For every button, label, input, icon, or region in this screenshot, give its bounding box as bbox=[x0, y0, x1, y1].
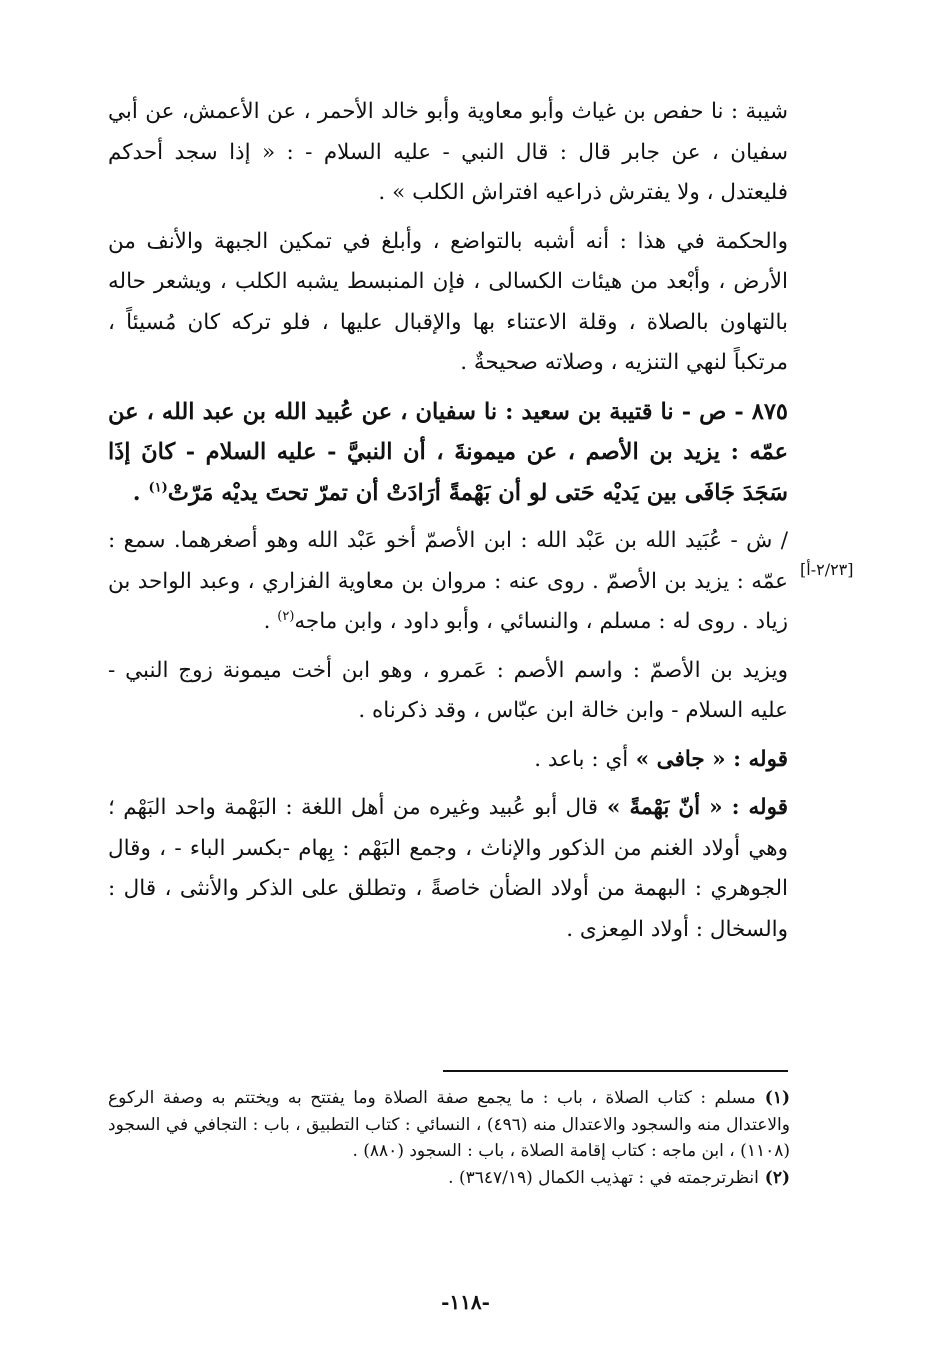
paragraph-sharh-narrator bbox=[108, 521, 788, 643]
paragraph-tail: . bbox=[263, 609, 278, 634]
main-text bbox=[108, 92, 788, 958]
paragraph-lead: قوله : « أنّ بَهْمةً » bbox=[598, 795, 788, 820]
paragraph-yazid bbox=[108, 651, 788, 732]
hadith-tail: . bbox=[132, 479, 149, 506]
paragraph-lead: قوله : « جافى » bbox=[628, 746, 788, 772]
footnote-separator bbox=[443, 1070, 788, 1072]
paragraph-text: / ش - عُبَيد الله بن عَبْد الله : ابن الأصمّ أخو عَبْد الله وهو أصغرهما. سمع : عمّه : يزيد بن الأصمّ . روى عنه : مروان بن معاوية الفزاري ، وعبد الواحد بن زياد . روى له : مسلم ، والنسائي ، وأبو داود ، وابن ماجه bbox=[108, 528, 788, 634]
paragraph-jafa bbox=[108, 740, 788, 781]
hadith-text: ٨٧٥ - ص - نا قتيبة بن سعيد : نا سفيان ، عن عُبيد الله بن عبد الله ، عن عمّه : يزيد بن الأصم ، عن ميمونةَ ، أن النبيَّ - عليه السلام - كانَ إذَا سَجَدَ جَافَى بين يَديْه حَتى لو أن بَهْمةً أرَادَتْ أن تمرّ تحتَ يديْه مَرّتْ bbox=[108, 398, 788, 506]
margin-reference: [٢/٢٣-أ] bbox=[800, 560, 854, 579]
paragraph-bahma bbox=[108, 788, 788, 950]
footnote-text: انظرترجمته في : تهذيب الكمال (٣٦٤٧/١٩) . bbox=[448, 1167, 759, 1188]
page-number: -١١٨- bbox=[441, 1290, 490, 1314]
footnotes bbox=[108, 1085, 790, 1191]
footnote-ref-2[interactable]: (٢) bbox=[277, 608, 295, 624]
paragraph-text: ويزيد بن الأصمّ : واسم الأصم : عَمرو ، وهو ابن أخت ميمونة زوج النبي - عليه السلام - وابن خالة ابن عبّاس ، وقد ذكرناه . bbox=[108, 657, 788, 723]
footnote-marker: (٢) bbox=[758, 1167, 790, 1188]
footnote-1 bbox=[108, 1085, 790, 1165]
hadith-875 bbox=[108, 392, 788, 514]
paragraph-text: والحكمة في هذا : أنه أشبه بالتواضع ، وأبلغ في تمكين الجبهة والأنف من الأرض ، وأبْعد من هيئات الكسالى ، فإن المنبسط يشبه الكلب ، ويشعر حاله بالتهاون بالصلاة ، وقلة الاعتناء بها والإقبال عليها ، فلو تركه كان مُسيئاً ، مرتكباً لنهي التنزيه ، وصلاته صحيحةٌ . bbox=[108, 228, 788, 375]
paragraph-text: شيبة : نا حفص بن غياث وأبو معاوية وأبو خالد الأحمر ، عن الأعمش، عن أبي سفيان ، عن جابر قال : قال النبي - عليه السلام - : « إذا سجد أحدكم فليعتدل ، ولا يفترش ذراعيه افتراش الكلب » . bbox=[108, 99, 788, 205]
paragraph-isnad-continuation bbox=[108, 92, 788, 214]
paragraph-wisdom bbox=[108, 222, 788, 384]
footnote-2 bbox=[108, 1165, 790, 1192]
footnote-ref-1[interactable]: (١) bbox=[148, 480, 168, 495]
paragraph-text: قال أبو عُبيد وغيره من أهل اللغة : البَهْمة واحد البَهْم ؛ وهي أولاد الغنم من الذكور والإناث ، وجمع البَهْم : بِهام -بكسر الباء - ، وقال الجوهري : البهمة من أولاد الضأن خاصةً ، وتطلق على الذكر والأنثى ، قال : والسخال : أولاد المِعزى . bbox=[108, 795, 788, 942]
footnote-marker: (١) bbox=[755, 1088, 790, 1108]
footnote-text: مسلم : كتاب الصلاة ، باب : ما يجمع صفة الصلاة وما يفتتح به ويختتم به وصفة الركوع والاعتدال منه والسجود والاعتدال منه (٤٩٦) ، النسائي : كتاب التطبيق ، باب : التجافي في السجود (١١٠٨) ، ابن ماجه : كتاب إقامة الصلاة ، باب : السجود (٨٨٠) . bbox=[108, 1088, 790, 1161]
paragraph-text: أي : باعد . bbox=[534, 746, 629, 772]
